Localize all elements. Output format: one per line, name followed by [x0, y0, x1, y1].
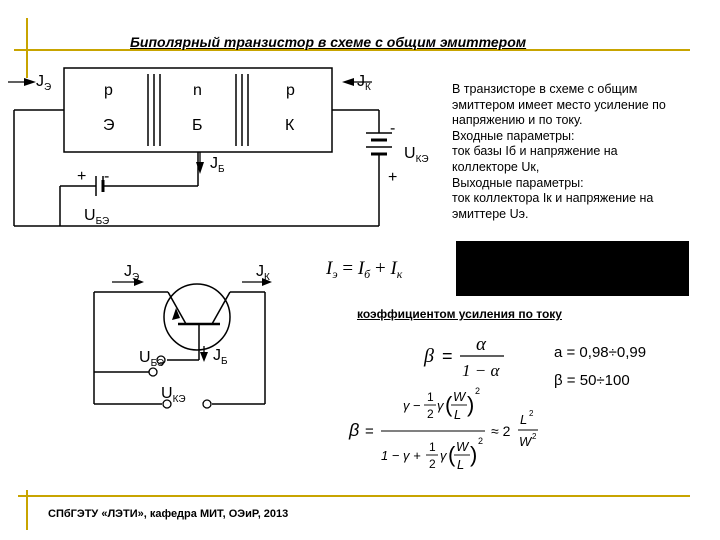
- svg-text:1: 1: [427, 390, 434, 404]
- svg-text:W: W: [456, 439, 469, 454]
- svg-text:1 − γ +: 1 − γ +: [381, 448, 421, 463]
- slide-title: Биполярный транзистор в схеме с общим эмиттером: [130, 34, 527, 50]
- svg-text:1 − α: 1 − α: [462, 361, 500, 380]
- gain-heading: коэффициентом усиления по току: [357, 307, 562, 321]
- label-je: $J_Э$: [36, 73, 52, 93]
- svg-text:(: (: [445, 392, 453, 417]
- layer-label-collector: К: [285, 117, 295, 134]
- symbol-label-uke: $U_{КЭ}$: [161, 385, 186, 405]
- svg-text:2: 2: [427, 407, 434, 421]
- svg-text:1: 1: [429, 440, 436, 454]
- terminal-ube-2: [149, 368, 157, 376]
- description-line: эмиттере Uэ.: [452, 206, 529, 221]
- label-ube: $U_{БЭ}$: [84, 207, 110, 227]
- description-line: ток базы Iб и напряжение на: [452, 144, 618, 159]
- layer-label-p2: p: [286, 82, 295, 99]
- ube-plus: +: [77, 168, 87, 185]
- symbol-label-ube: $U_{БЭ}$: [139, 349, 165, 369]
- svg-text:W: W: [519, 434, 532, 449]
- svg-text:(: (: [448, 442, 456, 467]
- layer-label-emitter: Э: [103, 117, 115, 134]
- layer-label-n: n: [193, 82, 202, 99]
- footer-text: СПбГЭТУ «ЛЭТИ», кафедра МИТ, ОЭиР, 2013: [48, 508, 289, 520]
- beta-range: β = 50÷100: [554, 372, 630, 389]
- label-jb: $J_Б$: [210, 155, 225, 175]
- symbol-circuit-diagram: [80, 262, 340, 422]
- layer-label-p1: p: [104, 82, 113, 99]
- svg-text:L: L: [454, 407, 462, 422]
- svg-text:γ: γ: [403, 398, 410, 413]
- alpha-range: a = 0,98÷0,99: [554, 344, 647, 361]
- svg-text:β: β: [424, 345, 434, 367]
- label-jk: $J_К$: [357, 73, 371, 93]
- terminal-uke-2: [203, 400, 211, 408]
- transistor-body: [64, 68, 332, 152]
- uke-minus: -: [390, 120, 396, 137]
- svg-text:2: 2: [478, 436, 484, 446]
- description-line: Входные параметры:: [452, 128, 575, 143]
- svg-text:2: 2: [475, 386, 481, 396]
- svg-text:W: W: [453, 389, 466, 404]
- description-line: напряжению и по току.: [452, 113, 583, 128]
- svg-text:=: =: [365, 423, 374, 440]
- ube-minus: -: [104, 168, 110, 185]
- jb-symbol-arrow-icon: [200, 352, 208, 362]
- svg-text:2: 2: [532, 432, 537, 441]
- beta-alpha-formula: [420, 330, 520, 382]
- label-uke: $U_{КЭ}$: [404, 145, 429, 165]
- layer-label-base: Б: [192, 117, 203, 134]
- svg-text:=: =: [442, 346, 453, 366]
- svg-text:γ: γ: [437, 398, 444, 413]
- description-text: [452, 82, 702, 222]
- symbol-label-je: $J_Э$: [124, 263, 140, 283]
- beta-physical-formula: [345, 382, 555, 482]
- uke-plus: +: [388, 169, 398, 186]
- svg-text:L: L: [520, 412, 528, 427]
- layer-circuit-diagram: [0, 60, 450, 240]
- symbol-label-jk: $J_К$: [256, 263, 270, 283]
- svg-text:−: −: [413, 398, 421, 413]
- description-line: ток коллектора Iк и напряжение на: [452, 191, 654, 206]
- svg-text:): ): [467, 392, 475, 417]
- svg-text:2: 2: [429, 457, 436, 471]
- svg-text:Iэ = Iб + Iк: $I_э$ = $I_б$ + $I_к$: [326, 258, 403, 281]
- svg-text:α: α: [476, 334, 486, 355]
- svg-text:β: β: [349, 420, 360, 440]
- svg-text:γ: γ: [440, 448, 447, 463]
- svg-text:): ): [470, 442, 478, 467]
- description-line: В транзисторе в схеме с общим: [452, 82, 638, 96]
- svg-text:2: 2: [529, 409, 534, 418]
- svg-text:L: L: [457, 457, 465, 472]
- description-line: коллекторе Uк,: [452, 159, 540, 174]
- symbol-label-jb: $J_Б$: [213, 347, 228, 367]
- black-rectangle: [456, 241, 689, 296]
- description-line: Выходные параметры:: [452, 175, 584, 190]
- svg-text:≈ 2: ≈ 2: [491, 423, 511, 439]
- description-line: эмиттером имеет место усиление по: [452, 97, 666, 112]
